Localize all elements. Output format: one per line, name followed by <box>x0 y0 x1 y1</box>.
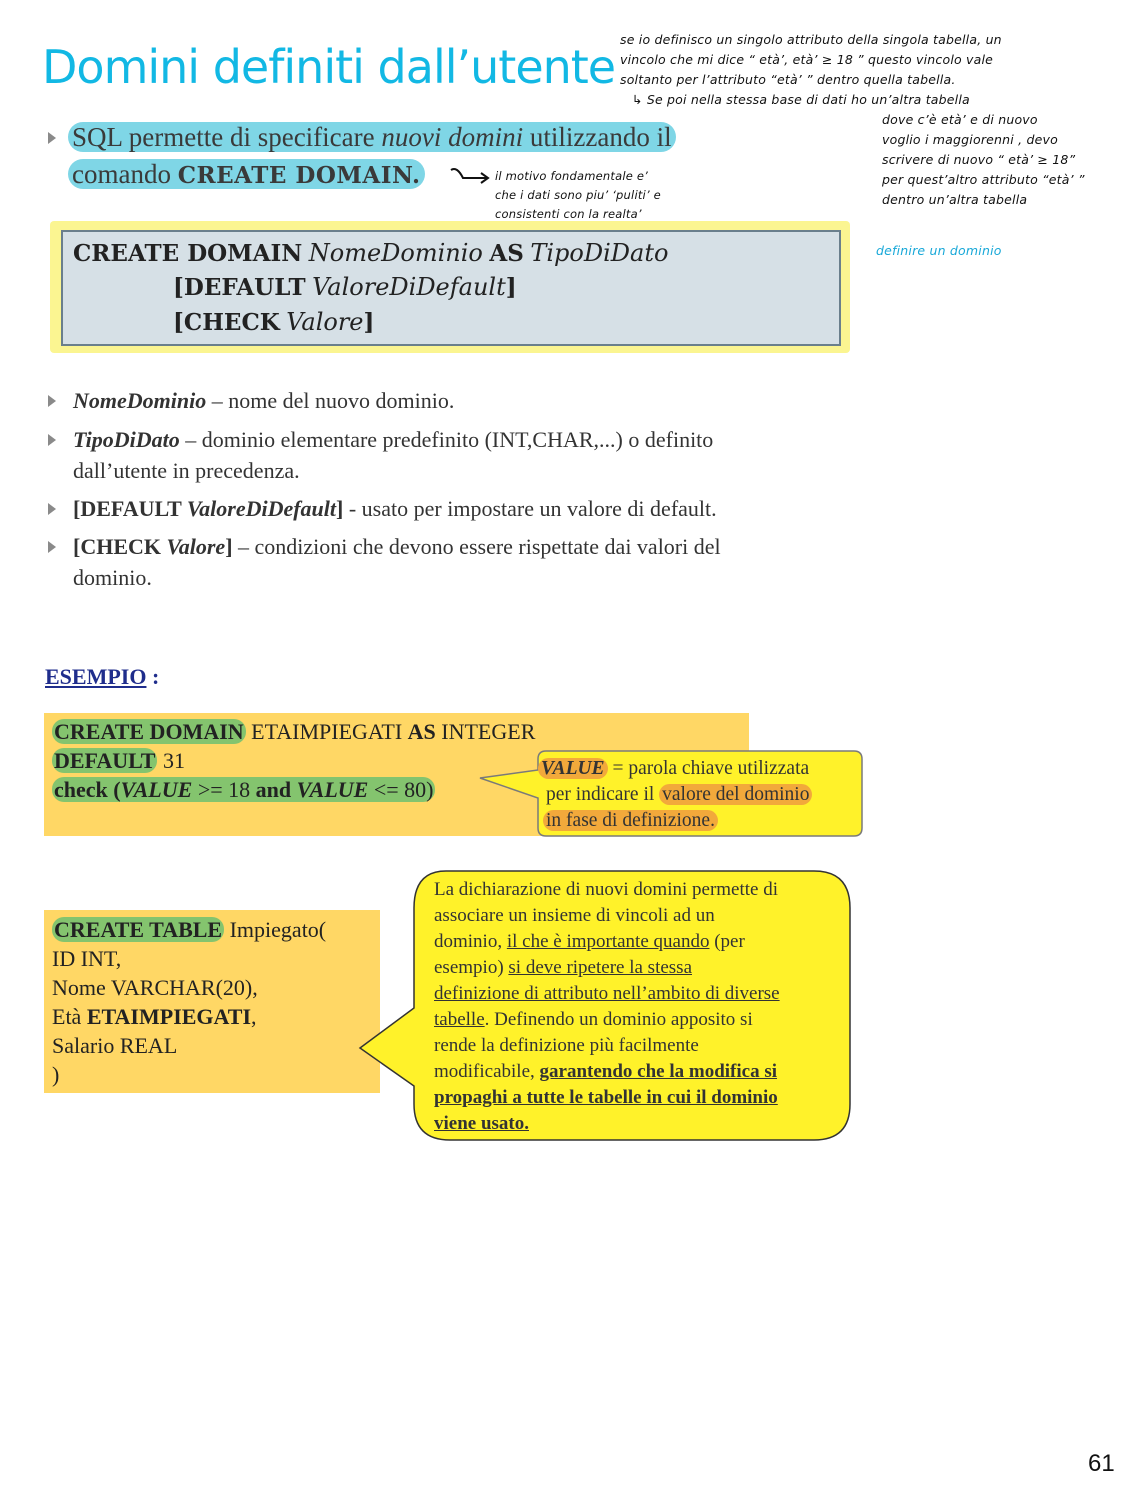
syntax-line-2 <box>173 272 517 302</box>
example-colon: : <box>146 664 160 689</box>
intro-keyword: CREATE DOMAIN. <box>177 162 421 189</box>
bubble-bold-underline: viene usato. <box>434 1113 529 1134</box>
syntax-arg: TipoDiDato <box>530 239 669 267</box>
bubble-highlight: in fase di definizione. <box>543 810 718 831</box>
definition-item <box>73 493 717 524</box>
code-line <box>52 747 185 775</box>
syntax-keyword: [DEFAULT <box>173 274 306 301</box>
bubble-bold-underline: garantendo che la modifica si <box>539 1061 778 1082</box>
code-keyword: and <box>255 777 292 802</box>
bubble-line <box>434 1085 780 1111</box>
intro-highlight <box>68 159 425 189</box>
syntax-keyword: AS <box>489 240 524 267</box>
intro-italic: nuovi domini <box>381 122 524 152</box>
note-line: scrivere di nuovo “ età’ ≥ 18” <box>882 152 1076 167</box>
example-label-text: ESEMPIO <box>45 664 147 689</box>
definition-term-post: ] <box>225 534 233 559</box>
code-line <box>52 718 535 746</box>
note-line: se io definisco un singolo attributo della singola tabella, un <box>620 32 1002 47</box>
code-line <box>52 916 326 944</box>
value-keyword: VALUE <box>538 758 608 779</box>
definition-item <box>73 385 454 416</box>
bubble-line <box>434 1059 780 1085</box>
definition-text: – dominio elementare predefinito (INT,CHAR,...) o definito <box>179 427 714 452</box>
code-text: Impiegato( <box>224 917 327 942</box>
code-keyword: AS <box>407 719 436 744</box>
code-text: <= 80) <box>368 777 434 802</box>
intro-highlight <box>68 122 676 152</box>
code-text: ETAIMPIEGATI <box>245 719 408 744</box>
definition-text: - usato per impostare un valore di default. <box>343 496 717 521</box>
definition-text: – nome del nuovo dominio. <box>206 388 455 413</box>
code-highlight <box>52 777 435 802</box>
syntax-arg: ValoreDiDefault <box>312 273 506 301</box>
definition-term: Valore <box>166 534 226 559</box>
definition-text: – condizioni che devono essere rispettate dai valori del <box>232 534 721 559</box>
bubble-text: dominio, <box>434 931 507 952</box>
code-keyword: VALUE <box>296 777 369 802</box>
bubble-line: associare un insieme di vincoli ad un <box>434 905 715 926</box>
handwritten-define: definire un dominio <box>876 243 1002 258</box>
note-line: ↳ Se poi nella stessa base di dati ho un’altra tabella <box>632 92 970 107</box>
note-line: per quest’altro attributo “età’ ” <box>882 172 1085 187</box>
bullet-icon <box>48 395 56 407</box>
definition-term: ValoreDiDefault <box>186 496 337 521</box>
bubble-text: esempio) <box>434 957 509 978</box>
code-keyword: VALUE <box>120 777 193 802</box>
syntax-arg: NomeDominio <box>308 239 483 267</box>
reason-line: il motivo fondamentale e’ <box>495 169 648 183</box>
bubble-line: definizione di attributo nell’ambito di diverse <box>434 983 780 1004</box>
note-line: soltanto per l’attributo “età’ ” dentro quella tabella. <box>620 72 956 87</box>
bubble-text: = parola chiave utilizzata <box>607 758 810 779</box>
hand-arrow-icon <box>447 164 493 190</box>
bubble-line: rende la definizione più facilmente <box>434 1035 699 1056</box>
code-text: , <box>251 1004 257 1029</box>
bullet-icon <box>48 541 56 553</box>
bubble-text: per indicare il <box>546 784 660 805</box>
code-text: Età <box>52 1004 87 1029</box>
code-keyword: check ( <box>54 777 121 802</box>
code-line: ) <box>52 1062 60 1087</box>
code-line: ID INT, <box>52 946 122 971</box>
syntax-line-1 <box>73 238 668 268</box>
code-keyword: ETAIMPIEGATI <box>86 1004 252 1029</box>
definition-term-post: ] <box>336 496 344 521</box>
definition-term-pre: [CHECK <box>73 534 167 559</box>
bubble-text: . Definendo un dominio apposito si <box>484 1009 753 1030</box>
code-line <box>52 776 435 804</box>
syntax-box <box>61 230 841 346</box>
code-keyword: CREATE DOMAIN <box>54 719 244 744</box>
bubble-underline: tabelle <box>434 1009 485 1030</box>
callout-explanation-text <box>434 877 780 1137</box>
syntax-bracket: ] <box>505 274 517 301</box>
bubble-line: La dichiarazione di nuovi domini permette di <box>434 879 779 900</box>
intro-part: comando <box>72 159 178 189</box>
definition-term: NomeDominio <box>73 388 207 413</box>
bubble-text: modificabile, <box>434 1061 540 1082</box>
syntax-keyword: [CHECK <box>173 309 280 336</box>
page-number: 61 <box>1088 1450 1115 1477</box>
note-line: vincolo che mi dice “ età’, età’ ≥ 18 ” questo vincolo vale <box>620 52 994 67</box>
handwritten-reason <box>495 167 661 224</box>
note-line: dove c’è età’ e di nuovo <box>882 112 1038 127</box>
bullet-icon <box>48 132 56 144</box>
definition-term-pre: [DEFAULT <box>73 496 187 521</box>
reason-line: consistenti con la realta’ <box>495 207 642 221</box>
code-line <box>52 1003 257 1031</box>
bubble-bold-underline: propaghi a tutte le tabelle in cui il dominio <box>434 1087 778 1108</box>
bullet-icon <box>48 503 56 515</box>
definition-item <box>73 424 713 486</box>
handwritten-note <box>620 30 1140 210</box>
syntax-arg: Valore <box>286 308 364 336</box>
definition-term: TipoDiDato <box>73 427 180 452</box>
intro-part: utilizzando il <box>523 122 672 152</box>
example-label <box>45 664 159 690</box>
bubble-highlight: valore del dominio <box>659 784 812 805</box>
bubble-underline: il che è importante quando <box>506 931 710 952</box>
page-title: Domini definiti dall’utente <box>42 40 616 94</box>
syntax-bracket: ] <box>363 309 375 336</box>
bubble-line <box>434 1007 780 1033</box>
bubble-line <box>434 1111 780 1137</box>
bubble-text: (per <box>709 931 745 952</box>
code-text: INTEGER <box>435 719 536 744</box>
reason-line: che i dati sono piu’ ‘puliti’ e <box>495 188 661 202</box>
syntax-line-3 <box>173 307 374 337</box>
code-text: 31 <box>157 748 185 773</box>
note-line: voglio i maggiorenni , devo <box>882 132 1058 147</box>
intro-part: SQL permette di specificare <box>72 122 382 152</box>
code-keyword: DEFAULT <box>54 748 156 773</box>
code-text: >= 18 <box>192 777 256 802</box>
definition-text: dall’utente in precedenza. <box>73 458 300 483</box>
note-line: dentro un’altra tabella <box>882 192 1028 207</box>
code-line: Nome VARCHAR(20), <box>52 975 258 1000</box>
code-keyword: CREATE TABLE <box>54 917 223 942</box>
bubble-underline: si deve ripetere la stessa <box>508 957 692 978</box>
bubble-line <box>434 955 780 981</box>
callout-value-text <box>538 756 812 834</box>
definition-item <box>73 531 721 593</box>
bubble-line <box>434 929 780 955</box>
definition-text: dominio. <box>73 565 152 590</box>
code-line: Salario REAL <box>52 1033 178 1058</box>
syntax-keyword: CREATE DOMAIN <box>73 240 303 267</box>
bullet-icon <box>48 434 56 446</box>
